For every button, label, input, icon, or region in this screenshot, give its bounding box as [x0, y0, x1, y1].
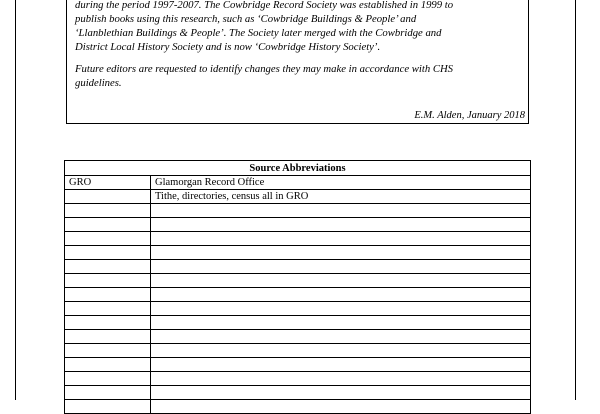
meaning-cell [151, 260, 531, 274]
abbreviation-cell [65, 232, 151, 246]
table-row [65, 344, 531, 358]
table-row [65, 274, 531, 288]
abbreviation-cell [65, 358, 151, 372]
meaning-cell [151, 288, 531, 302]
abbreviation-cell [65, 344, 151, 358]
abbreviation-cell [65, 330, 151, 344]
abbreviation-cell [65, 260, 151, 274]
abbreviation-cell [65, 302, 151, 316]
meaning-cell [151, 274, 531, 288]
table-body [65, 176, 531, 414]
table-row [65, 386, 531, 400]
abbreviation-cell [65, 400, 151, 414]
abbreviation-cell [65, 386, 151, 400]
meaning-cell: Tithe, directories, census all in GRO [151, 190, 531, 204]
note-signature: E.M. Alden, January 2018 [414, 110, 525, 121]
table-title: Source Abbreviations [65, 161, 531, 176]
table-row [65, 372, 531, 386]
abbreviation-cell [65, 204, 151, 218]
source-abbreviations-table [64, 160, 531, 414]
meaning-cell [151, 218, 531, 232]
meaning-cell [151, 330, 531, 344]
meaning-cell [151, 316, 531, 330]
page-left-edge [15, 0, 16, 400]
table-row [65, 246, 531, 260]
table-row [65, 288, 531, 302]
abbreviation-cell [65, 274, 151, 288]
table-row [65, 330, 531, 344]
table-row [65, 232, 531, 246]
abbreviation-cell [65, 372, 151, 386]
abbreviation-cell [65, 218, 151, 232]
note-line: ‘Llanblethian Buildings & People’. The Society later merged with the Cowbridge and [75, 27, 442, 39]
abbreviation-cell: GRO [65, 176, 151, 190]
table-row [65, 176, 531, 190]
meaning-cell [151, 386, 531, 400]
table-header-row [65, 161, 531, 176]
meaning-cell [151, 302, 531, 316]
meaning-cell [151, 400, 531, 414]
table-row [65, 316, 531, 330]
note-line: District Local History Society and is now ‘Cowbridge History Society’. [75, 41, 381, 53]
table-row [65, 204, 531, 218]
table-row [65, 358, 531, 372]
table-row [65, 302, 531, 316]
meaning-cell [151, 372, 531, 386]
meaning-cell [151, 232, 531, 246]
abbreviation-cell [65, 316, 151, 330]
meaning-cell [151, 344, 531, 358]
meaning-cell [151, 246, 531, 260]
editor-note-box [66, 0, 529, 124]
note-line: during the period 1997-2007. The Cowbridge Record Society was established in 1999 to [75, 0, 454, 11]
meaning-cell [151, 358, 531, 372]
note-paragraph-1 [75, 0, 520, 54]
meaning-cell: Glamorgan Record Office [151, 176, 531, 190]
meaning-cell [151, 204, 531, 218]
note-line: Future editors are requested to identify changes they may make in accordance with CHS [75, 63, 454, 75]
table-row [65, 218, 531, 232]
abbreviation-cell [65, 190, 151, 204]
page-right-edge [575, 0, 576, 400]
note-line: publish books using this research, such as ‘Cowbridge Buildings & People’ and [75, 13, 417, 25]
abbreviation-cell [65, 288, 151, 302]
table-row [65, 400, 531, 414]
table-row [65, 190, 531, 204]
abbreviation-cell [65, 246, 151, 260]
note-paragraph-2 [75, 62, 520, 90]
table-row [65, 260, 531, 274]
note-line: guidelines. [75, 77, 122, 89]
